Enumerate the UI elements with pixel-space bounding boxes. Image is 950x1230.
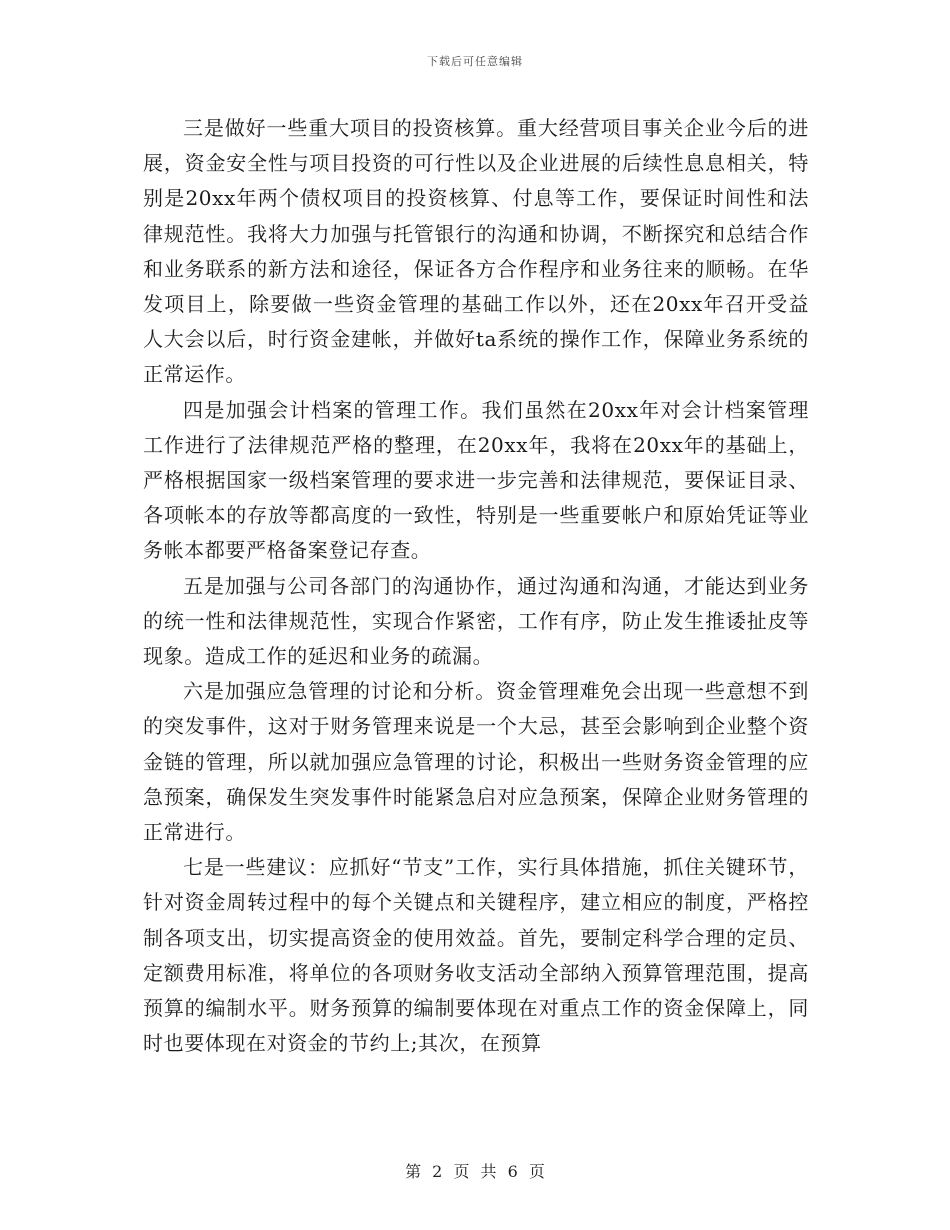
paragraph-5: 五是加强与公司各部门的沟通协作，通过沟通和沟通，才能达到业务的统一性和法律规范性，实现合作紧密，工作有序，防止发生推诿扯皮等现象。造成工作的延迟和业务的疏漏。 [143,573,809,669]
paragraph-6: 六是加强应急管理的讨论和分析。资金管理难免会出现一些意想不到的突发事件，这对于财务管理来说是一个大忌，甚至会影响到企业整个资金链的管理，所以就加强应急管理的讨论，积极出一些财务资金管理的应急预案，确保发生突发事件时能紧急启对应急预案，保障企业财务管理的正常进行。 [143,679,809,845]
paragraph-4: 四是加强会计档案的管理工作。我们虽然在20xx年对会计档案管理工作进行了法律规范严格的整理，在20xx年，我将在20xx年的基础上，严格根据国家一级档案管理的要求进一步完善和法律规范，要保证目录、各项帐本的存放等都高度的一致性，特别是一些重要帐户和原始凭证等业务帐本都要严格备案登记存查。 [143,397,809,563]
paragraph-7: 七是一些建议：应抓好“节支”工作，实行具体措施，抓住关键环节，针对资金周转过程中的每个关键点和关键程序，建立相应的制度，严格控制各项支出，切实提高资金的使用效益。首先，要制定科学合理的定员、定额费用标准，将单位的各项财务收支活动全部纳入预算管理范围，提高预算的编制水平。财务预算的编制要体现在对重点工作的资金保障上，同时也要体现在对资金的节约上;其次，在预算 [143,855,809,1056]
paragraph-3: 三是做好一些重大项目的投资核算。重大经营项目事关企业今后的进展，资金安全性与项目投资的可行性以及企业进展的后续性息息相关，特别是20xx年两个债权项目的投资核算、付息等工作，要保证时间性和法律规范性。我将大力加强与托管银行的沟通和协调，不断探究和总结合作和业务联系的新方法和途径，保证各方合作程序和业务往来的顺畅。在华发项目上，除要做一些资金管理的基础工作以外，还在20xx年召开受益人大会以后，时行资金建帐，并做好ta系统的操作工作，保障业务系统的正常运作。 [143,116,809,387]
document-body [143,111,809,1061]
page-header: 下载后可任意编辑 [427,55,523,68]
page-number-footer: 第 2 页 共 6 页 [405,1162,545,1181]
